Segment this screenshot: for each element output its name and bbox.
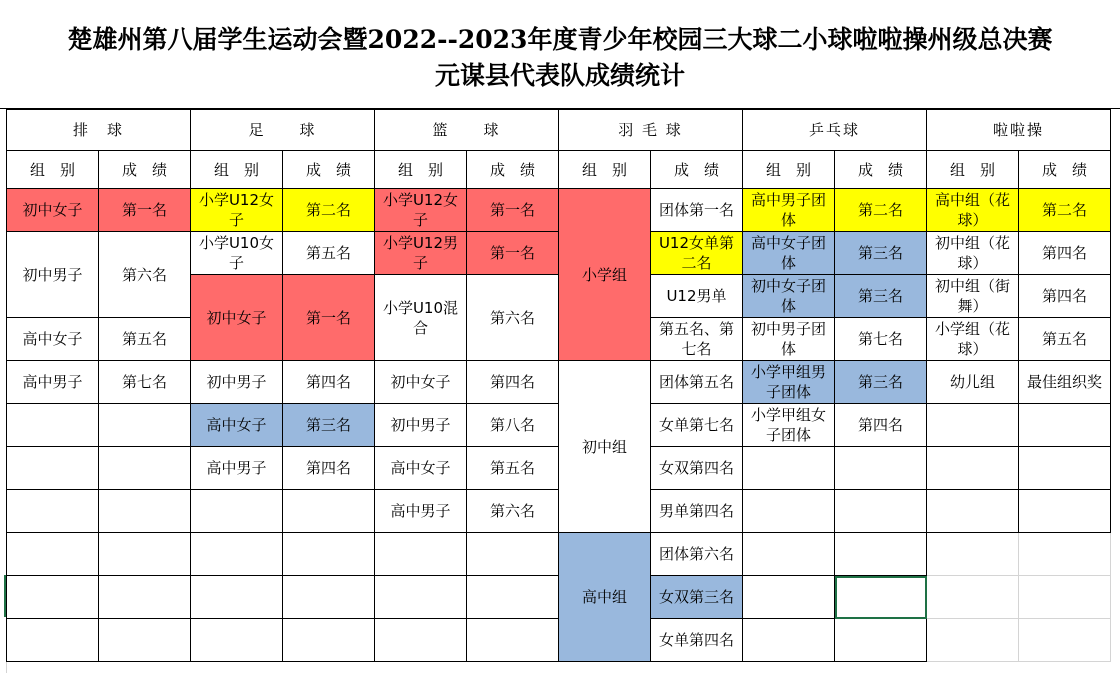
- basketball-group-cell[interactable]: 高中男子: [375, 490, 467, 533]
- section-cheer[interactable]: 啦啦操: [927, 110, 1111, 151]
- pingpong-result-cell[interactable]: 第七名: [835, 318, 927, 361]
- empty-cell[interactable]: [743, 533, 835, 576]
- basketball-group-cell[interactable]: 高中女子: [375, 447, 467, 490]
- section-volleyball[interactable]: 排 球: [7, 110, 191, 151]
- cheer-result-cell[interactable]: 第二名: [1019, 189, 1111, 232]
- basketball-group-cell[interactable]: 小学U12女子: [375, 189, 467, 232]
- empty-cell[interactable]: [1019, 490, 1111, 533]
- table-row: [7, 533, 1111, 576]
- empty-cell[interactable]: [99, 447, 191, 490]
- header-group[interactable]: 组 别: [375, 151, 467, 189]
- pingpong-result-cell[interactable]: 第四名: [835, 404, 927, 447]
- header-result[interactable]: 成 绩: [99, 151, 191, 189]
- empty-cell[interactable]: [835, 447, 927, 490]
- football-result-cell[interactable]: 第三名: [283, 404, 375, 447]
- empty-cell[interactable]: [7, 576, 99, 619]
- volleyball-group-cell[interactable]: 高中女子: [7, 318, 99, 361]
- pingpong-group-cell[interactable]: 初中女子团体: [743, 275, 835, 318]
- pingpong-result-cell[interactable]: 第三名: [835, 275, 927, 318]
- basketball-result-cell[interactable]: 第一名: [467, 189, 559, 232]
- empty-cell[interactable]: [191, 619, 283, 662]
- empty-cell[interactable]: [927, 533, 1019, 576]
- empty-cell[interactable]: [1019, 404, 1111, 447]
- football-group-cell[interactable]: 小学U12女子: [191, 189, 283, 232]
- empty-cell[interactable]: [743, 576, 835, 619]
- cheer-result-cell[interactable]: 第四名: [1019, 275, 1111, 318]
- empty-cell[interactable]: [1019, 533, 1111, 576]
- empty-cell[interactable]: [927, 490, 1019, 533]
- empty-cell[interactable]: [375, 576, 467, 619]
- results-table: [6, 109, 1111, 662]
- empty-cell[interactable]: [927, 576, 1019, 619]
- badminton-result-cell[interactable]: 第五名、第七名: [651, 318, 743, 361]
- header-result[interactable]: 成 绩: [467, 151, 559, 189]
- football-group-cell[interactable]: 高中男子: [191, 447, 283, 490]
- pingpong-group-cell[interactable]: 小学甲组女子团体: [743, 404, 835, 447]
- cheer-group-cell[interactable]: 幼儿组: [927, 361, 1019, 404]
- empty-cell[interactable]: [375, 533, 467, 576]
- empty-cell[interactable]: [7, 447, 99, 490]
- column-header-row: [7, 151, 1111, 189]
- basketball-group-cell[interactable]: 初中女子: [375, 361, 467, 404]
- badminton-result-cell[interactable]: 男单第四名: [651, 490, 743, 533]
- basketball-result-cell[interactable]: 第六名: [467, 490, 559, 533]
- empty-cell[interactable]: [7, 404, 99, 447]
- badminton-result-cell[interactable]: 团体第六名: [651, 533, 743, 576]
- empty-cell[interactable]: [927, 447, 1019, 490]
- selected-cell[interactable]: [835, 576, 927, 619]
- empty-cell[interactable]: [835, 533, 927, 576]
- badminton-result-cell[interactable]: 团体第一名: [651, 189, 743, 232]
- empty-cell[interactable]: [99, 576, 191, 619]
- pingpong-result-cell[interactable]: 第三名: [835, 232, 927, 275]
- empty-cell[interactable]: [7, 619, 99, 662]
- empty-cell[interactable]: [99, 490, 191, 533]
- empty-cell[interactable]: [99, 404, 191, 447]
- badminton-result-cell[interactable]: U12女单第二名: [651, 232, 743, 275]
- header-group[interactable]: 组 别: [927, 151, 1019, 189]
- pingpong-result-cell[interactable]: 第三名: [835, 361, 927, 404]
- empty-cell[interactable]: [1019, 447, 1111, 490]
- empty-cell[interactable]: [191, 576, 283, 619]
- cheer-group-cell[interactable]: 小学组（花球）: [927, 318, 1019, 361]
- football-group-cell[interactable]: 初中女子: [191, 275, 283, 361]
- empty-cell[interactable]: [7, 533, 99, 576]
- section-basketball[interactable]: 篮 球: [375, 110, 559, 151]
- header-group[interactable]: 组 别: [559, 151, 651, 189]
- badminton-result-cell[interactable]: 女单第四名: [651, 619, 743, 662]
- empty-cell[interactable]: [375, 619, 467, 662]
- empty-cell[interactable]: [7, 490, 99, 533]
- volleyball-result-cell[interactable]: 第五名: [99, 318, 191, 361]
- header-group[interactable]: 组 别: [191, 151, 283, 189]
- football-group-cell[interactable]: 初中男子: [191, 361, 283, 404]
- volleyball-group-cell[interactable]: 高中男子: [7, 361, 99, 404]
- empty-cell[interactable]: [743, 619, 835, 662]
- empty-cell[interactable]: [927, 404, 1019, 447]
- badminton-result-cell[interactable]: 女双第四名: [651, 447, 743, 490]
- football-group-cell[interactable]: 高中女子: [191, 404, 283, 447]
- volleyball-result-cell[interactable]: 第七名: [99, 361, 191, 404]
- basketball-group-cell[interactable]: 小学U10混合: [375, 275, 467, 361]
- header-group[interactable]: 组 别: [743, 151, 835, 189]
- empty-cell[interactable]: [467, 576, 559, 619]
- basketball-result-cell[interactable]: 第一名: [467, 232, 559, 275]
- section-header-row: [7, 110, 1111, 151]
- badminton-group-cell[interactable]: 高中组: [559, 533, 651, 662]
- title-cell[interactable]: [0, 0, 1120, 109]
- cheer-result-cell[interactable]: 最佳组织奖: [1019, 361, 1111, 404]
- empty-cell[interactable]: [1019, 619, 1111, 662]
- empty-cell[interactable]: [283, 490, 375, 533]
- badminton-result-cell[interactable]: 团体第五名: [651, 361, 743, 404]
- basketball-result-cell[interactable]: 第五名: [467, 447, 559, 490]
- empty-cell[interactable]: [467, 619, 559, 662]
- header-result[interactable]: 成 绩: [835, 151, 927, 189]
- empty-cell[interactable]: [283, 576, 375, 619]
- basketball-result-cell[interactable]: 第六名: [467, 275, 559, 361]
- pingpong-group-cell[interactable]: 小学甲组男子团体: [743, 361, 835, 404]
- header-group[interactable]: 组 别: [7, 151, 99, 189]
- page-subtitle: 元谋县代表队成绩统计: [434, 61, 685, 90]
- basketball-group-cell[interactable]: 初中男子: [375, 404, 467, 447]
- empty-cell[interactable]: [927, 619, 1019, 662]
- cheer-result-cell[interactable]: 第五名: [1019, 318, 1111, 361]
- football-result-cell[interactable]: 第四名: [283, 361, 375, 404]
- pingpong-result-cell[interactable]: 第二名: [835, 189, 927, 232]
- empty-cell[interactable]: [835, 619, 927, 662]
- badminton-group-cell[interactable]: 初中组: [559, 361, 651, 533]
- page-title: 楚雄州第八届学生运动会暨2022--2023年度青少年校园三大球二小球啦啦操州级总决赛: [67, 25, 1053, 54]
- section-badminton[interactable]: 羽 毛 球: [559, 110, 743, 151]
- header-result[interactable]: 成 绩: [651, 151, 743, 189]
- football-result-cell[interactable]: 第五名: [283, 232, 375, 275]
- empty-cell[interactable]: [191, 533, 283, 576]
- header-result[interactable]: 成 绩: [283, 151, 375, 189]
- cheer-group-cell[interactable]: 初中组（街舞）: [927, 275, 1019, 318]
- badminton-result-cell[interactable]: U12男单: [651, 275, 743, 318]
- empty-cell[interactable]: [283, 619, 375, 662]
- empty-cell[interactable]: [835, 490, 927, 533]
- empty-cell[interactable]: [283, 533, 375, 576]
- empty-cell[interactable]: [1019, 576, 1111, 619]
- pingpong-group-cell[interactable]: 高中女子团体: [743, 232, 835, 275]
- basketball-result-cell[interactable]: 第八名: [467, 404, 559, 447]
- header-result[interactable]: 成 绩: [1019, 151, 1111, 189]
- empty-cell[interactable]: [743, 447, 835, 490]
- empty-cell[interactable]: [467, 533, 559, 576]
- basketball-group-cell[interactable]: 小学U12男子: [375, 232, 467, 275]
- cheer-group-cell[interactable]: 初中组（花球）: [927, 232, 1019, 275]
- empty-cell[interactable]: [743, 490, 835, 533]
- badminton-result-cell[interactable]: 女双第三名: [651, 576, 743, 619]
- badminton-group-cell[interactable]: 小学组: [559, 189, 651, 361]
- empty-cell[interactable]: [191, 490, 283, 533]
- football-result-cell[interactable]: 第一名: [283, 275, 375, 361]
- empty-cell[interactable]: [99, 533, 191, 576]
- football-result-cell[interactable]: 第四名: [283, 447, 375, 490]
- cheer-group-cell[interactable]: 高中组（花球）: [927, 189, 1019, 232]
- section-pingpong[interactable]: 乒乓球: [743, 110, 927, 151]
- pingpong-group-cell[interactable]: 初中男子团体: [743, 318, 835, 361]
- empty-cell[interactable]: [99, 619, 191, 662]
- cheer-result-cell[interactable]: 第四名: [1019, 232, 1111, 275]
- football-group-cell[interactable]: 小学U10女子: [191, 232, 283, 275]
- table-row: [7, 361, 1111, 404]
- badminton-result-cell[interactable]: 女单第七名: [651, 404, 743, 447]
- volleyball-group-cell[interactable]: 初中男子: [7, 232, 99, 318]
- section-football[interactable]: 足 球: [191, 110, 375, 151]
- football-result-cell[interactable]: 第二名: [283, 189, 375, 232]
- pingpong-group-cell[interactable]: 高中男子团体: [743, 189, 835, 232]
- basketball-result-cell[interactable]: 第四名: [467, 361, 559, 404]
- table-row: [7, 189, 1111, 232]
- volleyball-group-cell[interactable]: 初中女子: [7, 189, 99, 232]
- volleyball-result-cell[interactable]: 第六名: [99, 232, 191, 318]
- volleyball-result-cell[interactable]: 第一名: [99, 189, 191, 232]
